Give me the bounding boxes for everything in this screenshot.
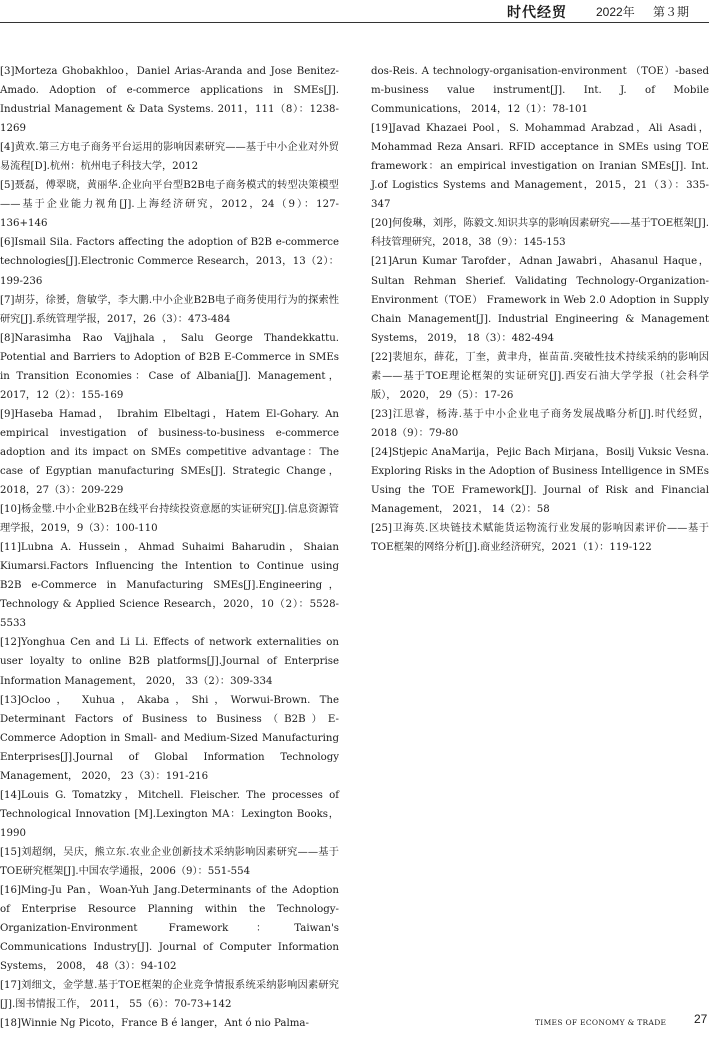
- page-number: 27: [694, 1012, 708, 1026]
- journal-logo: 时代经贸: [507, 5, 567, 21]
- issue-year: 2022年: [596, 5, 635, 19]
- reference-item: [3]Morteza Ghobakhloo，Daniel Arias-Aranda and Jose Benitez-Amado. Adoption of e-commerce applications in SMEs[J]. Industrial Management & Data Systems. 2011，111（8）：1238-1269: [0, 66, 339, 135]
- reference-item: [11]Lubna A. Hussein，Ahmad Suhaimi Baharudin，Shaian Kiumarsi.Factors Influencing the Intention to Continue using B2B e-Commerce in Manufacturing SMEs[J].Engineering，Technology & Applied Science Research，2020，10（2）：5528-5533: [0, 542, 339, 630]
- reference-item: [22]裴旭东，薛花，丁奎，黄聿舟，崔苗苗.突破性技术持续采纳的影响因素——基于TOE理论框架的实证研究[J].西安石油大学学报（社会科学版）， 2020， 29（5）：17-26: [371, 351, 709, 401]
- reference-item: [9]Haseba Hamad， Ibrahim Elbeltagi，Hatem El-Gohary. An empirical investigation of business-to-business e-commerce adoption and its impact on SMEs competitive advantage：The case of Egyptian manufacturing SMEs[J]. Strategic Change，2018，27（3）：209-229: [0, 408, 339, 497]
- reference-item: [15]刘超纲，吴庆，熊立东.农业企业创新技术采纳影响因素研究——基于TOE研究框架[J].中国农学通报，2006（9）：551-554: [0, 846, 339, 877]
- reference-item: [17]刘细文，金学慧.基于TOE框架的企业竞争情报系统采纳影响因素研究[J].图书情报工作， 2011， 55（6）：70-73+142: [0, 980, 339, 1011]
- reference-item: [18]Winnie Ng Picoto，France B é langer，Ant ó nio Palma-: [0, 1018, 309, 1030]
- reference-item: [24]Stjepic AnaMarija，Pejic Bach Mirjana，Bosilj Vuksic Vesna. Exploring Risks in the Adoption of Business Intelligence in SMEs Using the TOE Framework[J]. Journal of Risk and Financial Management， 2021， 14（2）：58: [371, 446, 709, 516]
- reference-item: [13]Ocloo， Xuhua，Akaba，Shi，Worwui-Brown. The Determinant Factors of Business to Business（B2B）E-Commerce Adoption in Small- and Medium-Sized Manufacturing Enterprises[J].Journal of Global Information Technology Management， 2020， 23（3）：191-216: [0, 694, 339, 782]
- reference-item: [23]江思睿，杨涛.基于中小企业电子商务发展战略分析[J].时代经贸，2018（9）：79-80: [371, 408, 709, 439]
- reference-item: [16]Ming-Ju Pan，Woan-Yuh Jang.Determinants of the Adoption of Enterprise Resource Planning within the Technology-Organization-Environment Framework：Taiwan's Communications Industry[J]. Journal of Computer Information Systems， 2008， 48（3）：94-102: [0, 885, 339, 973]
- reference-item: [10]杨金璧.中小企业B2B在线平台持续投资意愿的实证研究[J].信息资源管理学报，2019，9（3）：100-110: [0, 504, 339, 535]
- footer-journal-name: TIMES OF ECONOMY & TRADE: [535, 1018, 667, 1027]
- reference-item: [20]何俊琳，刘彤，陈毅文.知识共享的影响因素研究——基于TOE框架[J].科技管理研究，2018，38（9）：145-153: [371, 218, 709, 249]
- reference-item: [5]聂磊，傅翠晓，黄丽华.企业向平台型B2B电子商务模式的转型决策模型——基于企业能力视角[J].上海经济研究，2012，24（9）：127-136+146: [0, 180, 339, 230]
- reference-item: [14]Louis G. Tomatzky，Mitchell. Fleischer. The processes of Technological Innovation [M].Lexington MA：Lexington Books，1990: [0, 789, 339, 839]
- reference-item: [25]卫海英.区块链技术赋能货运物流行业发展的影响因素评价——基于TOE框架的网络分析[J].商业经济研究，2021（1）：119-122: [371, 523, 709, 554]
- references-column-left: [0, 62, 339, 1033]
- reference-item: [21]Arun Kumar Tarofder，Adnan Jawabri，Ahasanul Haque，Sultan Rehman Sherief. Validating Technology-Organization-Environment（TOE） Framework in Web 2.0 Adoption in Supply Chain Management[J]. Industrial Engineering & Management Systems， 2019， 18（3）：482-494: [371, 256, 709, 344]
- reference-item: [4]黄欢.第三方电子商务平台运用的影响因素研究——基于中小企业对外贸易流程[D].杭州：杭州电子科技大学，2012: [0, 142, 339, 173]
- page-header: [0, 0, 709, 28]
- reference-item: [19]Javad Khazaei Pool，S. Mohammad Arabzad，Ali Asadi，Mohammad Reza Ansari. RFID acceptance in SMEs using TOE framework：an empirical investigation on Iranian SMEs[J]. Int. J.of Logistics Systems and Management，2015，21（3）：335-347: [371, 123, 709, 211]
- issue-number: 第３期: [653, 5, 690, 19]
- reference-item: dos-Reis. A technology-organisation-environment （TOE）-based m-business value instrument[J]. Int. J. of Mobile Communications， 2014，12（1）：78-101: [371, 66, 709, 116]
- references-column-right: [371, 62, 709, 557]
- reference-item: [6]Ismail Sila. Factors affecting the adoption of B2B e-commerce technologies[J].Electronic Commerce Research，2013，13（2）：199-236: [0, 237, 339, 287]
- reference-item: [12]Yonghua Cen and Li Li. Effects of network externalities on user loyalty to online B2B platforms[J].Journal of Enterprise Information Management， 2020， 33（2）：309-334: [0, 637, 339, 687]
- reference-item: [7]胡芬，徐赟，詹敏学，李大鹏.中小企业B2B电子商务使用行为的探索性研究[J].系统管理学报，2017，26（3）：473-484: [0, 294, 339, 325]
- reference-item: [8]Narasimha Rao Vajjhala，Salu George Thandekkattu. Potential and Barriers to Adoption of B2B E-Commerce in SMEs in Transition Economies：Case of Albania[J]. Management，2017，12（2）：155-169: [0, 332, 339, 401]
- header-rule: [0, 22, 709, 23]
